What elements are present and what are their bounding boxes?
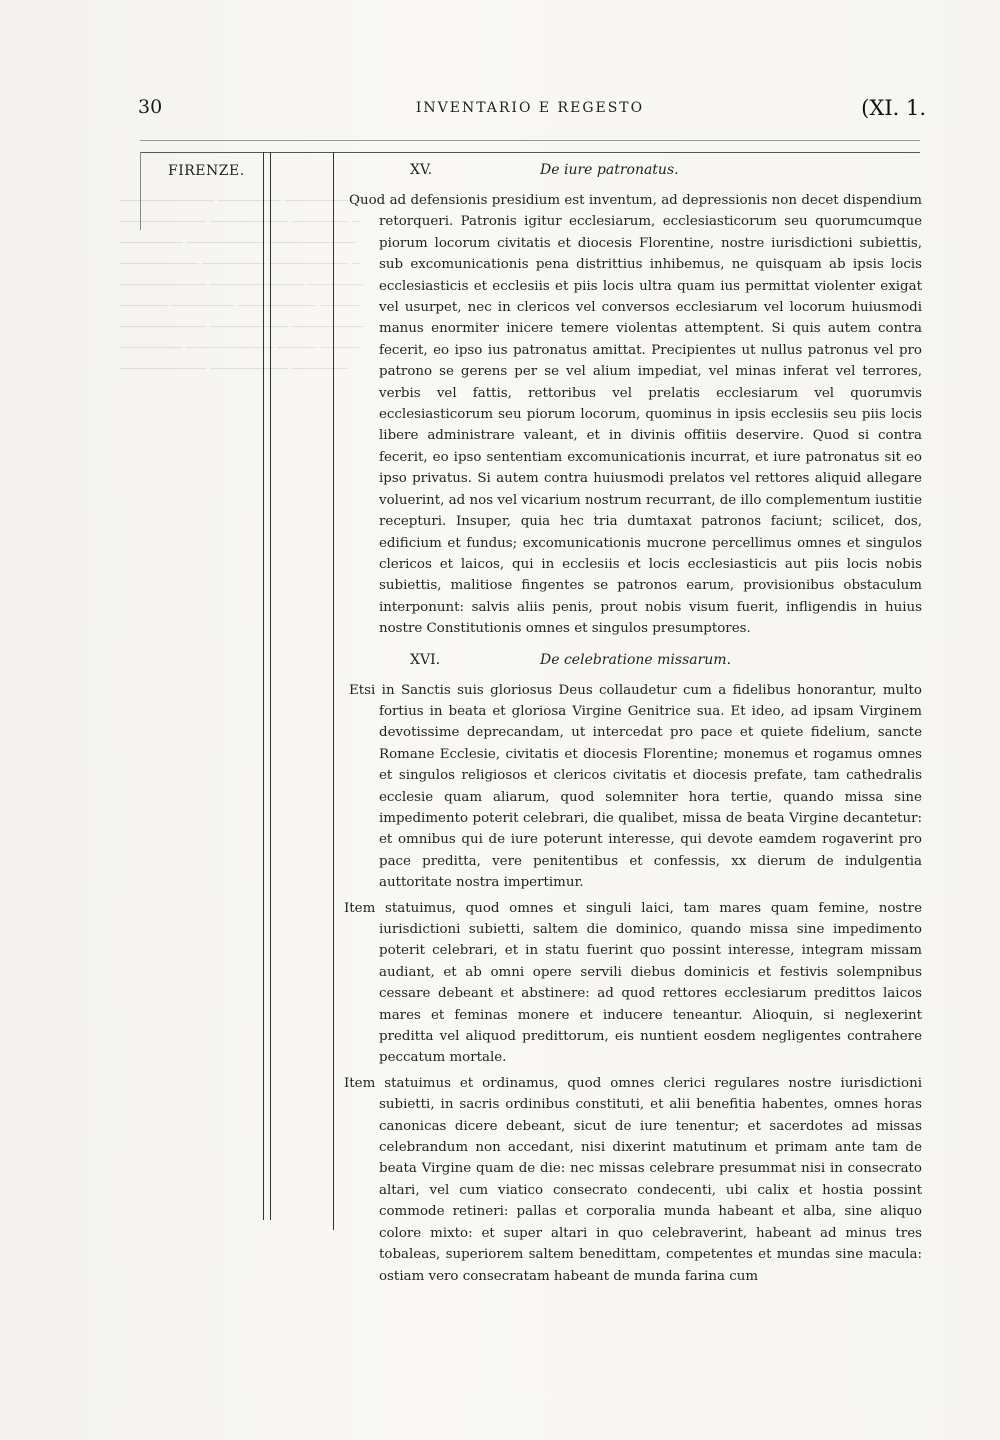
- section-number: XVI.: [410, 651, 441, 668]
- section-number: XV.: [410, 162, 433, 178]
- section-heading: [344, 650, 922, 672]
- margin-column-rule-left: [140, 152, 141, 230]
- margin-column-rule-3: [333, 152, 334, 1230]
- place-name: FIRENZE.: [168, 163, 245, 179]
- section-title: De celebratione missarum.: [540, 651, 732, 668]
- section-reference: (XI. 1.: [861, 96, 926, 120]
- page-number: 30: [138, 96, 163, 118]
- paragraph: Quod ad defensionis presidium est inventum, ad depressionis non decet dispendium retorqueri. Patronis igitur ecclesiarum, ecclesiasticorum seu quorumcumque piorum locorum civitatis et diocesis Florentine, nostre iurisdictioni subiettis, sub excomunicationis pena distrittius inhibemus, ne quisquam ab ipsis locis ecclesiasticis et ecclesiis et piis locis ultra quam ius permittat violenter exigat vel usurpet, nec in clericos vel conversos ecclesiarum vel locorum huiusmodi manus enormiter inicere temere violentas attemptent. Si quis autem contra fecerit, eo ipso ius patronatus amittat. Precipientes ut nullus patronus vel pro patrono se gerens per se vel alium impediat, vel minas inferat vel terrores, verbis vel fattis, rettoribus vel prelatis ecclesiarum vel quorumvis ecclesiasticorum seu piorum locorum, quominus in ipsis ecclesiis seu piis locis libere administrare valeant, et in divinis offitiis deservire. Quod si contra fecerit, eo ipso sententiam excomunicationis incurrat, et iure patronatus sit eo ipso privatus. Si autem contra huiusmodi prelatos vel rettores aliquid allegare voluerint, ad nos vel vicarium nostrum recurrant, de illo complementum iustitie recepturi. Insuper, quia hec tria dumtaxat patronos faciunt; scilicet, dos, edificium et fundus; excomunicationis mucrone percellimus omnes et singulos clericos et laicos, qui in ecclesiis et locis ecclesiasticis aut piis locis nobis subiettis, malitiose fingentes se patronos earum, provisionibus obstaculum interponunt: salvis aliis penis, prout nobis visum fuerit, infligendis in huius nostre Constitutionis omnes et singulos presumptores.: [349, 193, 922, 637]
- paragraph: Item statuimus, quod omnes et singuli laici, tam mares quam femine, nostre iurisdictioni subietti, saltem die dominico, quando missa sine impedimento poterit celebrari, et in statu fuerint quo possint interesse, integram missam audiant, et ab omni opere servili diebus dominicis et festivis solempnibus cessare debeant et abstinere: ad quod rettores ecclesiarum predittos laicos mares et feminas monere et inducere teneantur. Alioquin, si neglexerint preditta vel aliquod predittorum, eis nuntient eosdem negligentes contrahere peccatum mortale.: [344, 900, 922, 1066]
- section-title: De iure patronatus.: [540, 162, 679, 178]
- main-text: [344, 160, 922, 1291]
- page-header: [130, 96, 930, 126]
- section-heading: [344, 160, 922, 182]
- margin-column-rule-1: [263, 152, 264, 1220]
- paragraph: Item statuimus et ordinamus, quod omnes clerici regulares nostre iurisdictioni subietti, in sacris ordinibus constituti, et alii benefitia habentes, omnes horas canonicas dicere debeant, sicut de iure tenentur; et sacerdotes ad missas celebrandum non accedant, nisi dixerint matutinum et primam ante tam de beata Virgine quam de die: nec missas celebrare presummat nisi in consecrato altari, vel cum viatico consecrato condecenti, ubi calix et hostia possint commode retineri: pallas et corporalia munda habeant et alba, sine aliquo colore mixto: et super altari in quo celebraverint, habeant ad minus tres tobaleas, superiorem saltem benedittam, competentes et mundas sine macula: ostiam vero consecratam habeant de munda farina cum: [344, 1075, 922, 1284]
- show-through-texture: ──────────── ──────── ────────── ─────────── ────────── ─────── ─ ──────── ────────── ─────────── ────────── ──────── ────────── ─ ─────────── ──────────── ─────── ────── ──────── ────────── ───── ─────────── ────────── ───────── ──────── ─────────── ───── ───── ─────────── ────────── ───────: [120, 194, 364, 377]
- header-rule: [140, 140, 920, 141]
- paragraph: Etsi in Sanctis suis gloriosus Deus collaudetur cum a fidelibus honorantur, multo fortius in beata et gloriosa Virgine Genitrice sua. Et ideo, ad ipsam Virginem devotissime deprecandam, ut intercedat pro pace et quiete fidelium, sancte Romane Ecclesie, civitatis et diocesis Florentine; monemus et rogamus omnes et singulos religiosos et clericos civitatis et diocesis prefate, tam cathedralis ecclesie quam aliarum, quod solemniter hora tertie, quando missa sine impedimento poterit celebrari, die qualibet, missa de beata Virgine decantetur: et omnibus qui de iure poterunt interesse, qui devote eamdem rogaverint pro pace preditta, vere penitentibus et confessis, xx dierum de indulgentia auttoritate nostra impertimur.: [349, 682, 922, 891]
- table-top-rule: [140, 152, 920, 153]
- running-title: INVENTARIO E REGESTO: [415, 100, 645, 116]
- margin-column-rule-2: [270, 152, 271, 1220]
